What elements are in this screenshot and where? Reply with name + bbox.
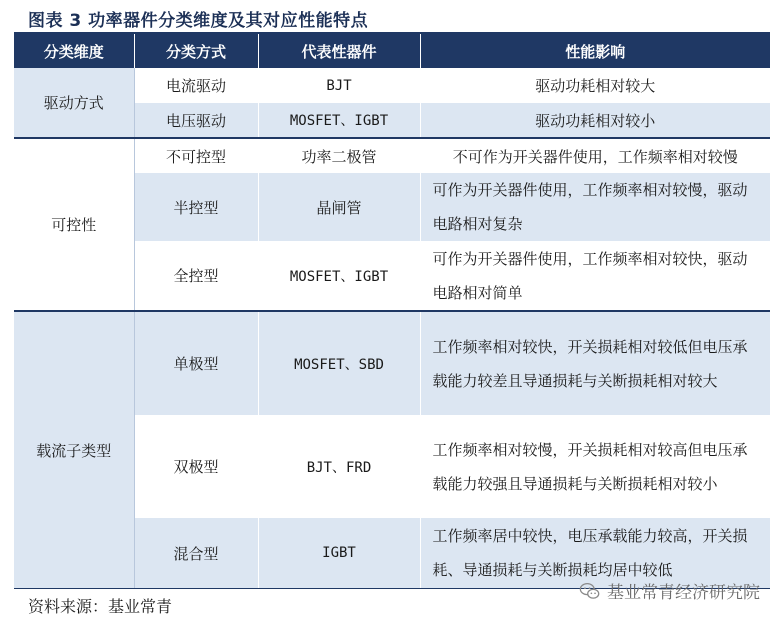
effect-cell: 驱动功耗相对较大 bbox=[420, 68, 770, 103]
method-cell: 半控型 bbox=[134, 173, 258, 241]
method-cell: 双极型 bbox=[134, 415, 258, 518]
dimension-cell: 可控性 bbox=[14, 138, 134, 311]
method-cell: 混合型 bbox=[134, 518, 258, 588]
table-row bbox=[14, 311, 770, 415]
header-effect: 性能影响 bbox=[420, 34, 770, 68]
device-cell: MOSFET、SBD bbox=[258, 311, 420, 415]
dimension-cell: 驱动方式 bbox=[14, 68, 134, 138]
method-cell: 电压驱动 bbox=[134, 103, 258, 138]
method-cell: 全控型 bbox=[134, 241, 258, 311]
table-row bbox=[14, 68, 770, 103]
effect-cell: 工作频率相对较慢，开关损耗相对较高但电压承载能力较强且导通损耗与关断损耗相对较小 bbox=[420, 415, 770, 518]
watermark-text: 基业常青经济研究院 bbox=[607, 583, 760, 603]
device-cell: IGBT bbox=[258, 518, 420, 588]
table-row bbox=[14, 138, 770, 173]
table-title: 图表 3 功率器件分类维度及其对应性能特点 bbox=[28, 11, 369, 31]
effect-cell: 可作为开关器件使用，工作频率相对较慢，驱动电路相对复杂 bbox=[420, 173, 770, 241]
header-dimension: 分类维度 bbox=[14, 34, 134, 68]
source-note: 资料来源：基业常青 bbox=[28, 597, 173, 616]
effect-cell: 工作频率居中较快，电压承载能力较高，开关损耗、导通损耗与关断损耗均居中较低 bbox=[420, 518, 770, 588]
wechat-icon bbox=[579, 580, 601, 602]
header-method: 分类方式 bbox=[134, 34, 258, 68]
method-cell: 电流驱动 bbox=[134, 68, 258, 103]
effect-cell: 工作频率相对较快，开关损耗相对较低但电压承载能力较差且导通损耗与关断损耗相对较大 bbox=[420, 311, 770, 415]
effect-cell: 驱动功耗相对较小 bbox=[420, 103, 770, 138]
header-device: 代表性器件 bbox=[258, 34, 420, 68]
device-cell: MOSFET、IGBT bbox=[258, 103, 420, 138]
device-cell: MOSFET、IGBT bbox=[258, 241, 420, 311]
classification-table bbox=[14, 34, 770, 588]
effect-cell: 可作为开关器件使用，工作频率相对较快，驱动电路相对简单 bbox=[420, 241, 770, 311]
effect-cell: 不可作为开关器件使用，工作频率相对较慢 bbox=[420, 138, 770, 173]
device-cell: 晶闸管 bbox=[258, 173, 420, 241]
watermark bbox=[579, 578, 760, 603]
device-cell: 功率二极管 bbox=[258, 138, 420, 173]
method-cell: 不可控型 bbox=[134, 138, 258, 173]
device-cell: BJT、FRD bbox=[258, 415, 420, 518]
method-cell: 单极型 bbox=[134, 311, 258, 415]
dimension-cell: 载流子类型 bbox=[14, 311, 134, 588]
device-cell: BJT bbox=[258, 68, 420, 103]
